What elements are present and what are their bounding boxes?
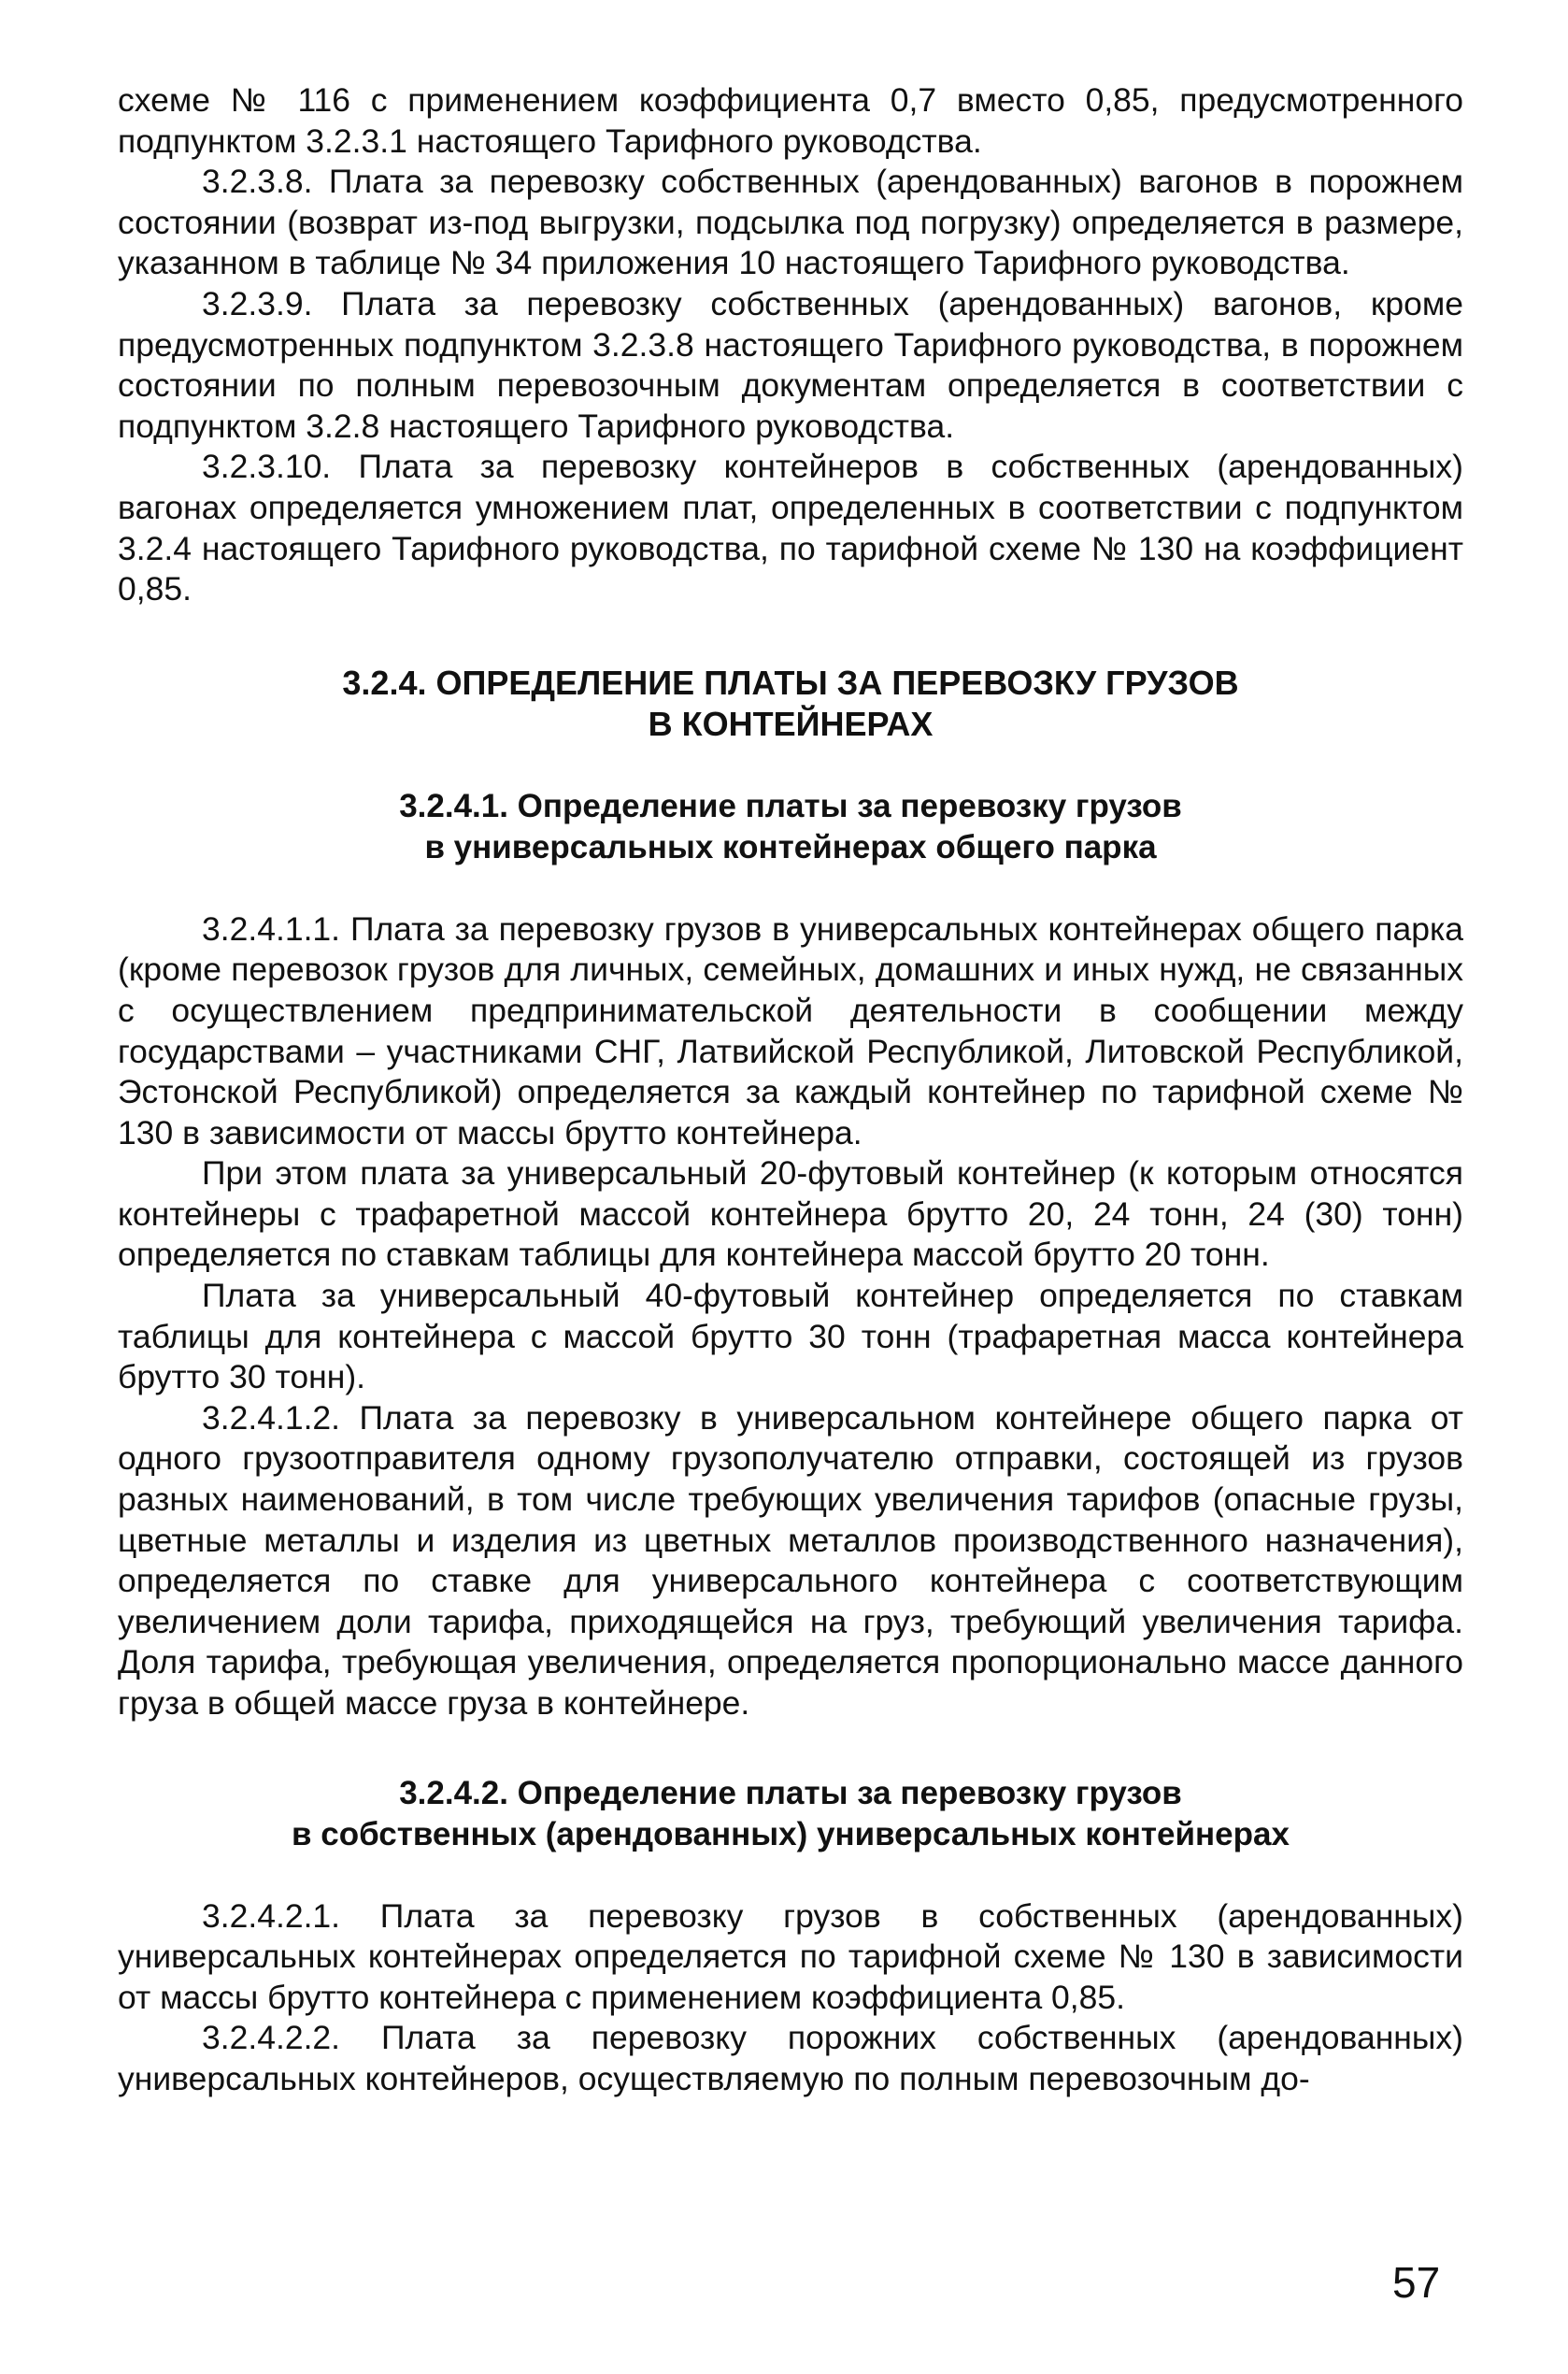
paragraph-3-2-4-1-2: 3.2.4.1.2. Плата за перевозку в универсальном контейнере общего парка от одного грузоотправителя одному грузополучателю отправки, состоящей из грузов разных наименований, в том числе требующих увеличения тарифов (опасные грузы, цветные металлы и изделия из цветных металлов производственного назначения), определяется по ставке для универсального контейнера с соответствующим увеличением доли тарифа, приходящейся на груз, требующий увеличения тарифа. Доля тарифа, требующая увеличения, определяется пропорционально массе данного груза в общей массе груза в контейнере. [118,1398,1463,1722]
paragraph-20-foot-container: При этом плата за универсальный 20-футовый контейнер (к которым относятся контейнеры с трафаретной массой контейнера брутто 20, 24 тонн, 24 (30) тонн) определяется по ставкам таблицы для контейнера массой брутто 20 тонн. [118,1154,1463,1274]
paragraph-3-2-4-2-2: 3.2.4.2.2. Плата за перевозку порожних собственных (арендованных) универсальных контейнеров, осуществляемую по полным перевозочным до- [118,2019,1463,2097]
paragraph-3-2-4-2-1: 3.2.4.2.1. Плата за перевозку грузов в собственных (арендованных) универсальных контейнерах определяется по тарифной схеме № 130 в зависимости от массы брутто контейнера с применением коэффициента 0,85. [118,1896,1463,2016]
subsection-heading-line-2: в собственных (арендованных) универсальных контейнерах [292,1815,1290,1852]
paragraph-3-2-3-10: 3.2.3.10. Плата за перевозку контейнеров в собственных (арендованных) вагонах определяется умножением плат, определенных в соответствии с подпунктом 3.2.4 настоящего Тарифного руководства, по тарифной схеме № 130 на коэффициент 0,85. [118,448,1463,608]
paragraph-3-2-3-8: 3.2.3.8. Плата за перевозку собственных (арендованных) вагонов в порожнем состоянии (возврат из-под выгрузки, подсылка под погрузку) определяется в размере, указанном в таблице № 34 приложения 10 настоящего Тарифного руководства. [118,163,1463,282]
section-heading-line-2: В КОНТЕЙНЕРАХ [648,704,934,743]
subsection-heading-3-2-4-1 [118,786,1463,868]
paragraph-continuation: схеме № 116 с применением коэффициента 0,7 вместо 0,85, предусмотренного подпунктом 3.2.3.1 настоящего Тарифного руководства. [118,81,1463,160]
paragraph-40-foot-container: Плата за универсальный 40-футовый контейнер определяется по ставкам таблицы для контейнера с массой брутто 30 тонн (трафаретная масса контейнера брутто 30 тонн). [118,1277,1463,1396]
paragraph-3-2-4-1-1: 3.2.4.1.1. Плата за перевозку грузов в универсальных контейнерах общего парка (кроме перевозок грузов для личных, семейных, домашних и иных нужд, не связанных с осуществлением предпринимательской деятельности в сообщении между государствами – участниками СНГ, Латвийской Республикой, Литовской Республикой, Эстонской Республикой) определяется за каждый контейнер по тарифной схеме № 130 в зависимости от массы брутто контейнера. [118,909,1463,1151]
paragraph-3-2-3-9: 3.2.3.9. Плата за перевозку собственных (арендованных) вагонов, кроме предусмотренных подпунктом 3.2.3.8 настоящего Тарифного руководства, в порожнем состоянии по полным перевозочным документам определяется в соответствии с подпунктом 3.2.8 настоящего Тарифного руководства. [118,284,1463,445]
section-heading-3-2-4 [118,663,1463,745]
subsection-heading-3-2-4-2 [118,1773,1463,1855]
page-body [118,80,1463,2100]
subsection-heading-line-1: 3.2.4.1. Определение платы за перевозку грузов [399,787,1182,824]
subsection-heading-line-1: 3.2.4.2. Определение платы за перевозку грузов [399,1774,1182,1811]
subsection-heading-line-2: в универсальных контейнерах общего парка [424,828,1157,865]
page-number: 57 [1392,2258,1441,2307]
section-heading-line-1: 3.2.4. ОПРЕДЕЛЕНИЕ ПЛАТЫ ЗА ПЕРЕВОЗКУ ГРУЗОВ [342,663,1239,702]
